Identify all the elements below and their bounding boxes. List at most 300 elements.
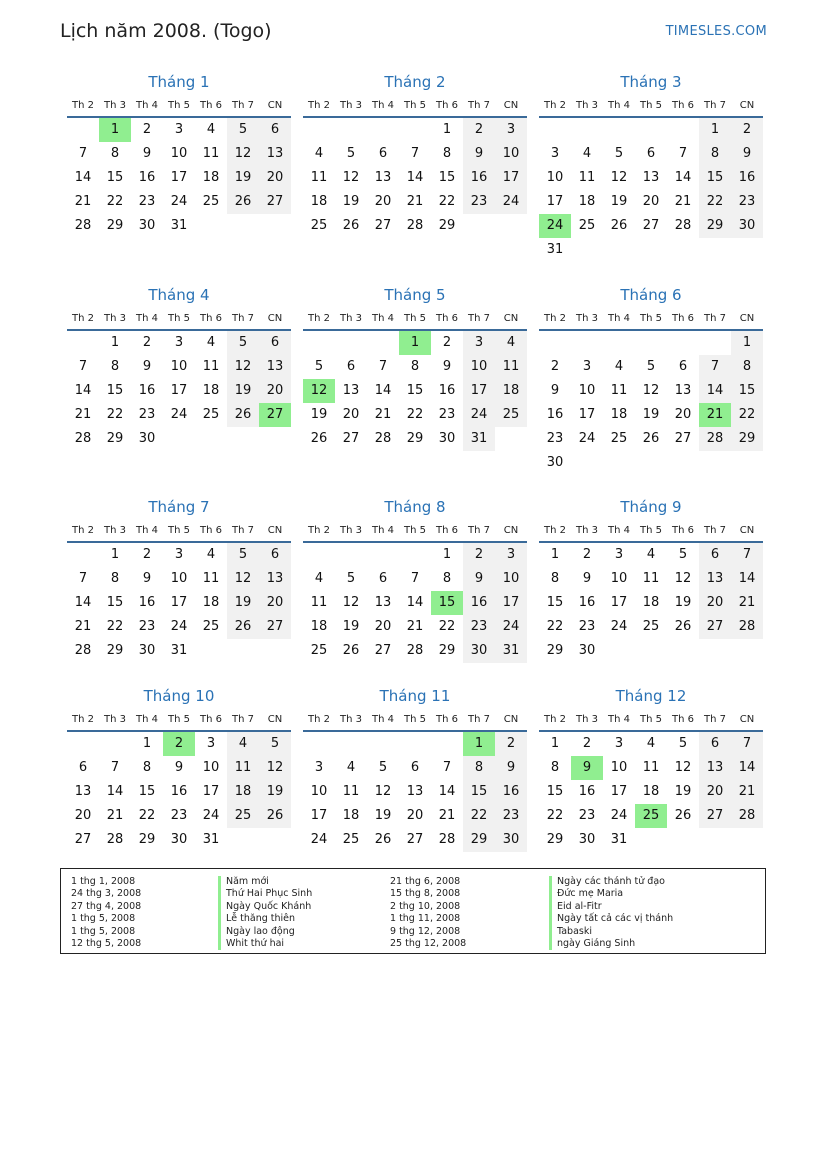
day-cell: 16: [578, 784, 596, 799]
empty-cell: [571, 331, 603, 355]
empty-cell: [303, 543, 335, 567]
weekday-label: Th 7: [704, 313, 726, 324]
day-cell: 4: [206, 547, 216, 562]
empty-cell: [67, 543, 99, 567]
day-cell: 21: [438, 808, 456, 823]
legend-holiday-name: ngày Giáng Sinh: [549, 938, 673, 950]
day-cell: 5: [227, 331, 259, 355]
day-cell: 28: [106, 832, 124, 847]
day-cell: 24: [578, 431, 596, 446]
day-cell: 12: [259, 756, 291, 780]
weekday-header: [303, 521, 527, 543]
weekday-label: Th 4: [372, 525, 394, 536]
weekday-label: Th 5: [640, 100, 662, 111]
day-cell: 17: [610, 595, 628, 610]
day-cell: 24: [310, 832, 328, 847]
weekday-label: Th 4: [136, 100, 158, 111]
day-cell: 13: [374, 595, 392, 610]
day-cell: 25: [202, 194, 220, 209]
month-title: Tháng 1: [148, 73, 210, 91]
day-cell: 30: [495, 828, 527, 852]
day-cell: 12: [342, 170, 360, 185]
weekday-label: CN: [503, 313, 519, 324]
holiday-day-cell: 1: [99, 118, 131, 142]
day-cell: 21: [731, 780, 763, 804]
day-cell: 8: [142, 760, 152, 775]
day-cell: 20: [699, 591, 731, 615]
day-cell: 23: [138, 194, 156, 209]
month-title: Tháng 2: [384, 73, 446, 91]
empty-cell: [539, 118, 571, 142]
empty-cell: [367, 118, 399, 142]
day-cell: 8: [110, 146, 120, 161]
day-cell: 18: [202, 383, 220, 398]
day-cell: 17: [170, 170, 188, 185]
day-cell: 30: [578, 832, 596, 847]
month-block: [539, 497, 763, 663]
day-cell: 30: [170, 832, 188, 847]
day-cell: 7: [731, 543, 763, 567]
day-cell: 3: [314, 760, 324, 775]
day-cell: 25: [202, 407, 220, 422]
legend-date: 1 thg 1, 2008: [71, 876, 136, 887]
day-cell: 2: [463, 118, 495, 142]
day-cell: 15: [106, 383, 124, 398]
day-cell: 30: [546, 455, 564, 470]
day-cell: 23: [546, 431, 564, 446]
day-cell: 9: [442, 359, 452, 374]
day-cell: 26: [674, 808, 692, 823]
day-cell: 30: [578, 643, 596, 658]
empty-cell: [539, 331, 571, 355]
weekday-label: Th 4: [608, 313, 630, 324]
day-cell: 7: [678, 146, 688, 161]
month-block: [67, 686, 291, 852]
day-cell: 24: [495, 190, 527, 214]
day-cell: 22: [731, 403, 763, 427]
day-cell: 20: [674, 407, 692, 422]
weekday-label: Th 2: [308, 525, 330, 536]
day-cell: 20: [259, 166, 291, 190]
day-cell: 11: [642, 571, 660, 586]
day-cell: 21: [406, 619, 424, 634]
day-cell: 2: [463, 543, 495, 567]
weekday-label: Th 3: [104, 100, 126, 111]
day-cell: 23: [170, 808, 188, 823]
day-cell: 2: [442, 335, 452, 350]
month-title: Tháng 5: [384, 286, 446, 304]
day-cell: 25: [610, 431, 628, 446]
day-cell: 22: [106, 619, 124, 634]
day-cell: 24: [495, 615, 527, 639]
weekday-header: [67, 521, 291, 543]
day-cell: 15: [731, 379, 763, 403]
day-cell: 14: [731, 567, 763, 591]
legend-date: 27 thg 4, 2008: [71, 900, 142, 912]
day-cell: 23: [463, 615, 495, 639]
day-cell: 18: [227, 780, 259, 804]
weekday-label: Th 4: [136, 313, 158, 324]
day-cell: 11: [202, 571, 220, 586]
day-cell: 14: [106, 784, 124, 799]
legend-holiday-name: Năm mới: [218, 876, 312, 888]
day-cell: 2: [582, 547, 592, 562]
weekday-label: CN: [267, 525, 283, 536]
month-block: [67, 72, 291, 238]
day-cell: 25: [202, 619, 220, 634]
day-cell: 16: [495, 780, 527, 804]
day-cell: 18: [642, 595, 660, 610]
day-cell: 30: [438, 431, 456, 446]
month-block: [303, 497, 527, 663]
weekday-label: Th 3: [576, 313, 598, 324]
empty-cell: [367, 331, 399, 355]
day-cell: 10: [170, 146, 188, 161]
day-grid: [67, 543, 291, 663]
month-block: [67, 285, 291, 451]
day-cell: 2: [495, 732, 527, 756]
weekday-label: Th 3: [340, 525, 362, 536]
day-cell: 11: [495, 355, 527, 379]
day-cell: 21: [106, 808, 124, 823]
day-cell: 14: [74, 170, 92, 185]
weekday-label: Th 4: [372, 100, 394, 111]
day-cell: 31: [463, 427, 495, 451]
weekday-label: Th 6: [200, 525, 222, 536]
day-cell: 17: [170, 383, 188, 398]
day-cell: 20: [374, 194, 392, 209]
day-cell: 6: [78, 760, 88, 775]
weekday-label: Th 3: [340, 714, 362, 725]
weekday-label: Th 6: [200, 313, 222, 324]
day-cell: 4: [314, 571, 324, 586]
day-cell: 5: [346, 146, 356, 161]
day-cell: 9: [463, 567, 495, 591]
weekday-label: Th 7: [704, 100, 726, 111]
month-block: [539, 285, 763, 475]
legend-dates-right: [390, 876, 466, 950]
weekday-label: CN: [503, 714, 519, 725]
day-cell: 12: [674, 571, 692, 586]
weekday-label: Th 5: [404, 714, 426, 725]
day-cell: 11: [310, 170, 328, 185]
day-cell: 24: [610, 619, 628, 634]
weekday-header: [539, 521, 763, 543]
weekday-header: [303, 710, 527, 732]
weekday-header: [539, 710, 763, 732]
day-cell: 23: [438, 407, 456, 422]
empty-cell: [303, 732, 335, 756]
day-cell: 11: [342, 784, 360, 799]
legend-holiday-name: Whit thứ hai: [218, 938, 312, 950]
day-cell: 13: [642, 170, 660, 185]
empty-cell: [571, 118, 603, 142]
day-cell: 12: [227, 142, 259, 166]
brand-link[interactable]: TIMESLES.COM: [665, 24, 767, 39]
day-cell: 7: [699, 355, 731, 379]
day-cell: 24: [170, 194, 188, 209]
day-cell: 5: [646, 359, 656, 374]
day-cell: 29: [106, 431, 124, 446]
day-cell: 18: [642, 784, 660, 799]
day-cell: 1: [699, 118, 731, 142]
day-cell: 22: [106, 194, 124, 209]
day-cell: 19: [342, 194, 360, 209]
day-cell: 25: [495, 403, 527, 427]
day-cell: 10: [578, 383, 596, 398]
legend-date: 21 thg 6, 2008: [390, 876, 461, 887]
empty-cell: [603, 118, 635, 142]
day-cell: 5: [614, 146, 624, 161]
weekday-header: [539, 309, 763, 331]
empty-cell: [367, 543, 399, 567]
day-cell: 7: [410, 146, 420, 161]
day-cell: 5: [227, 543, 259, 567]
day-cell: 4: [495, 331, 527, 355]
day-cell: 8: [550, 571, 560, 586]
day-cell: 29: [546, 832, 564, 847]
empty-cell: [335, 543, 367, 567]
day-cell: 26: [342, 218, 360, 233]
day-cell: 17: [202, 784, 220, 799]
weekday-label: CN: [739, 525, 755, 536]
day-cell: 31: [495, 639, 527, 663]
day-cell: 27: [699, 804, 731, 828]
month-title: Tháng 11: [379, 687, 451, 705]
day-cell: 28: [674, 218, 692, 233]
month-title: Tháng 8: [384, 498, 446, 516]
day-grid: [67, 118, 291, 238]
legend-holiday-name: Eid al-Fitr: [549, 901, 673, 913]
day-cell: 25: [227, 804, 259, 828]
day-cell: 15: [699, 166, 731, 190]
day-grid: [303, 118, 527, 238]
day-cell: 25: [642, 619, 660, 634]
day-cell: 12: [227, 355, 259, 379]
day-cell: 5: [259, 732, 291, 756]
day-cell: 29: [138, 832, 156, 847]
day-cell: 25: [310, 643, 328, 658]
day-cell: 27: [374, 643, 392, 658]
month-block: [539, 686, 763, 852]
holiday-day-cell: 24: [539, 214, 571, 238]
day-cell: 31: [610, 832, 628, 847]
day-cell: 21: [74, 407, 92, 422]
day-cell: 5: [678, 736, 688, 751]
day-cell: 18: [342, 808, 360, 823]
weekday-label: CN: [503, 100, 519, 111]
day-cell: 17: [495, 166, 527, 190]
day-cell: 6: [378, 146, 388, 161]
page-title: Lịch năm 2008. (Togo): [60, 20, 272, 42]
day-grid: [303, 331, 527, 451]
month-title: Tháng 9: [620, 498, 682, 516]
day-cell: 16: [438, 383, 456, 398]
day-cell: 26: [227, 190, 259, 214]
day-cell: 19: [227, 379, 259, 403]
day-cell: 1: [550, 736, 560, 751]
day-cell: 12: [674, 760, 692, 775]
day-cell: 26: [642, 431, 660, 446]
legend-date: 24 thg 3, 2008: [71, 888, 142, 900]
day-cell: 4: [646, 736, 656, 751]
day-cell: 17: [610, 784, 628, 799]
day-cell: 15: [406, 383, 424, 398]
day-cell: 2: [731, 118, 763, 142]
day-cell: 4: [346, 760, 356, 775]
day-cell: 25: [578, 218, 596, 233]
legend-holiday-name: Ngày lao động: [218, 926, 312, 938]
day-cell: 14: [731, 756, 763, 780]
holiday-day-cell: 21: [699, 403, 731, 427]
day-cell: 27: [406, 832, 424, 847]
day-cell: 21: [731, 591, 763, 615]
weekday-label: Th 6: [672, 525, 694, 536]
empty-cell: [399, 732, 431, 756]
day-cell: 14: [406, 595, 424, 610]
day-cell: 13: [374, 170, 392, 185]
weekday-label: CN: [267, 313, 283, 324]
day-cell: 18: [310, 619, 328, 634]
day-cell: 12: [374, 784, 392, 799]
day-cell: 16: [138, 170, 156, 185]
day-cell: 9: [174, 760, 184, 775]
empty-cell: [399, 543, 431, 567]
day-cell: 11: [310, 595, 328, 610]
empty-cell: [67, 118, 99, 142]
day-cell: 10: [495, 567, 527, 591]
day-cell: 7: [110, 760, 120, 775]
weekday-label: Th 7: [468, 525, 490, 536]
day-cell: 22: [406, 407, 424, 422]
day-cell: 31: [546, 242, 564, 257]
day-grid: [539, 732, 763, 852]
weekday-label: Th 4: [372, 714, 394, 725]
day-cell: 3: [550, 146, 560, 161]
day-cell: 6: [646, 146, 656, 161]
month-title: Tháng 12: [615, 687, 687, 705]
day-cell: 11: [227, 756, 259, 780]
day-cell: 22: [546, 808, 564, 823]
day-cell: 28: [406, 643, 424, 658]
day-cell: 20: [406, 808, 424, 823]
day-cell: 31: [170, 218, 188, 233]
day-cell: 15: [138, 784, 156, 799]
weekday-label: CN: [739, 100, 755, 111]
day-cell: 5: [678, 547, 688, 562]
empty-cell: [667, 118, 699, 142]
month-title: Tháng 10: [143, 687, 215, 705]
legend-holiday-name: Ngày các thánh tử đạo: [549, 876, 673, 888]
holiday-day-cell: 2: [163, 732, 195, 756]
day-cell: 26: [610, 218, 628, 233]
day-cell: 28: [731, 804, 763, 828]
day-cell: 14: [699, 379, 731, 403]
day-cell: 30: [138, 431, 156, 446]
day-cell: 8: [110, 359, 120, 374]
day-cell: 24: [202, 808, 220, 823]
day-cell: 7: [78, 146, 88, 161]
holiday-day-cell: 9: [571, 756, 603, 780]
day-cell: 1: [142, 736, 152, 751]
day-cell: 17: [546, 194, 564, 209]
day-cell: 22: [546, 619, 564, 634]
day-cell: 28: [374, 431, 392, 446]
day-cell: 3: [174, 335, 184, 350]
day-cell: 9: [142, 359, 152, 374]
empty-cell: [635, 118, 667, 142]
day-cell: 19: [610, 194, 628, 209]
day-cell: 23: [495, 804, 527, 828]
weekday-label: Th 5: [404, 525, 426, 536]
day-cell: 20: [259, 379, 291, 403]
weekday-label: CN: [267, 714, 283, 725]
day-cell: 21: [674, 194, 692, 209]
empty-cell: [667, 331, 699, 355]
day-cell: 12: [342, 595, 360, 610]
day-cell: 8: [731, 355, 763, 379]
weekday-label: Th 5: [404, 313, 426, 324]
weekday-label: Th 3: [576, 100, 598, 111]
day-cell: 28: [74, 218, 92, 233]
day-cell: 23: [578, 619, 596, 634]
day-cell: 19: [259, 780, 291, 804]
day-cell: 19: [227, 591, 259, 615]
day-cell: 11: [202, 146, 220, 161]
day-cell: 7: [442, 760, 452, 775]
day-cell: 13: [259, 567, 291, 591]
day-cell: 28: [438, 832, 456, 847]
weekday-label: Th 2: [72, 525, 94, 536]
weekday-label: Th 2: [72, 714, 94, 725]
empty-cell: [399, 118, 431, 142]
day-cell: 27: [642, 218, 660, 233]
day-cell: 10: [310, 784, 328, 799]
weekday-label: CN: [267, 100, 283, 111]
holiday-day-cell: 12: [303, 379, 335, 403]
weekday-label: Th 5: [168, 714, 190, 725]
month-title: Tháng 3: [620, 73, 682, 91]
weekday-label: Th 6: [436, 525, 458, 536]
day-cell: 6: [699, 543, 731, 567]
empty-cell: [335, 118, 367, 142]
day-cell: 2: [550, 359, 560, 374]
weekday-label: Th 5: [168, 313, 190, 324]
day-cell: 31: [170, 643, 188, 658]
day-cell: 14: [406, 170, 424, 185]
legend-date: 12 thg 5, 2008: [71, 938, 142, 950]
day-cell: 15: [546, 784, 564, 799]
day-cell: 12: [642, 383, 660, 398]
day-cell: 1: [110, 335, 120, 350]
day-cell: 19: [310, 407, 328, 422]
day-cell: 8: [442, 146, 452, 161]
empty-cell: [67, 732, 99, 756]
day-cell: 6: [259, 331, 291, 355]
legend-holiday-name: Đức mẹ Maria: [549, 888, 673, 900]
day-cell: 14: [374, 383, 392, 398]
day-cell: 4: [206, 335, 216, 350]
day-cell: 14: [438, 784, 456, 799]
holiday-day-cell: 25: [635, 804, 667, 828]
day-cell: 30: [463, 639, 495, 663]
weekday-label: Th 3: [576, 525, 598, 536]
month-title: Tháng 4: [148, 286, 210, 304]
day-cell: 27: [342, 431, 360, 446]
day-grid: [67, 732, 291, 852]
day-cell: 16: [731, 166, 763, 190]
day-cell: 1: [442, 122, 452, 137]
